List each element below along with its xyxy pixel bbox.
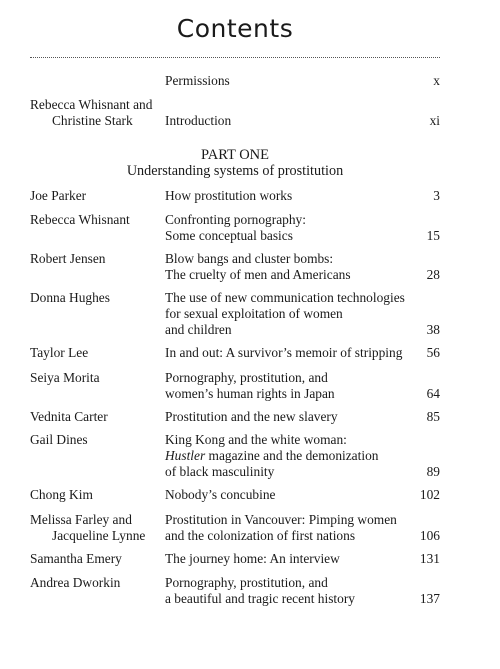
italic-magazine-title: Hustler [165,448,206,463]
entry-title: Permissions [165,73,230,88]
entry-page: 38 [426,322,440,337]
entry-page: 85 [426,409,440,424]
entry-page: 137 [419,591,440,606]
entry-title: How prostitution works [165,188,293,203]
entry-title: Blow bangs and cluster bombs: The cruelty of men and Americans [165,251,351,282]
entry-author: Joe Parker [30,188,87,203]
entry-title: Nobody’s concubine [165,487,276,502]
entry-page: 64 [426,386,440,401]
entry-author: Vednita Carter [30,409,108,424]
entry-page: 15 [426,228,440,243]
page-title: Contents [176,14,294,43]
entry-title: The journey home: An interview [165,551,340,566]
entry-author: Taylor Lee [30,345,89,360]
entry-author: Andrea Dworkin [30,575,121,590]
entry-author: Melissa Farley and Jacqueline Lynne [30,512,146,543]
entry-page: 56 [426,345,440,360]
entry-title: Pornography, prostitution, and a beautiful and tragic recent history [165,575,355,606]
entry-page: 102 [419,487,440,502]
entry-title: Pornography, prostitution, and women’s human rights in Japan [165,370,335,401]
entry-author: Seiya Morita [30,370,100,385]
entry-page: 106 [419,528,440,543]
entry-page: xi [429,113,440,128]
entry-author: Gail Dines [30,432,88,447]
part-label: PART ONE [200,147,270,163]
entry-title: Introduction [165,113,232,128]
entry-author: Rebecca Whisnant and Christine Stark [30,97,153,128]
entry-title: The use of new communication technologies for sexual exploitation of women and children [165,290,405,337]
entry-author: Rebecca Whisnant [30,212,130,227]
entry-author: Chong Kim [30,487,93,502]
entry-title: King Kong and the white woman: Hustler magazine and the demonization of black masculinity [165,432,379,479]
entry-page: x [433,73,440,88]
entry-page: 28 [426,267,440,282]
entry-page: 131 [419,551,440,566]
entry-page: 3 [433,188,440,203]
entry-title: Confronting pornography: Some conceptual basics [165,212,306,243]
entry-author: Donna Hughes [30,290,110,305]
entry-title: Prostitution and the new slavery [165,409,338,424]
entry-title: Prostitution in Vancouver: Pimping women and the colonization of first nations [165,512,397,543]
entry-author: Samantha Emery [30,551,122,566]
entry-page: 89 [426,464,440,479]
entry-title: In and out: A survivor’s memoir of stripping [165,345,403,360]
entry-author: Robert Jensen [30,251,106,266]
part-subtitle: Understanding systems of prostitution [126,163,344,179]
